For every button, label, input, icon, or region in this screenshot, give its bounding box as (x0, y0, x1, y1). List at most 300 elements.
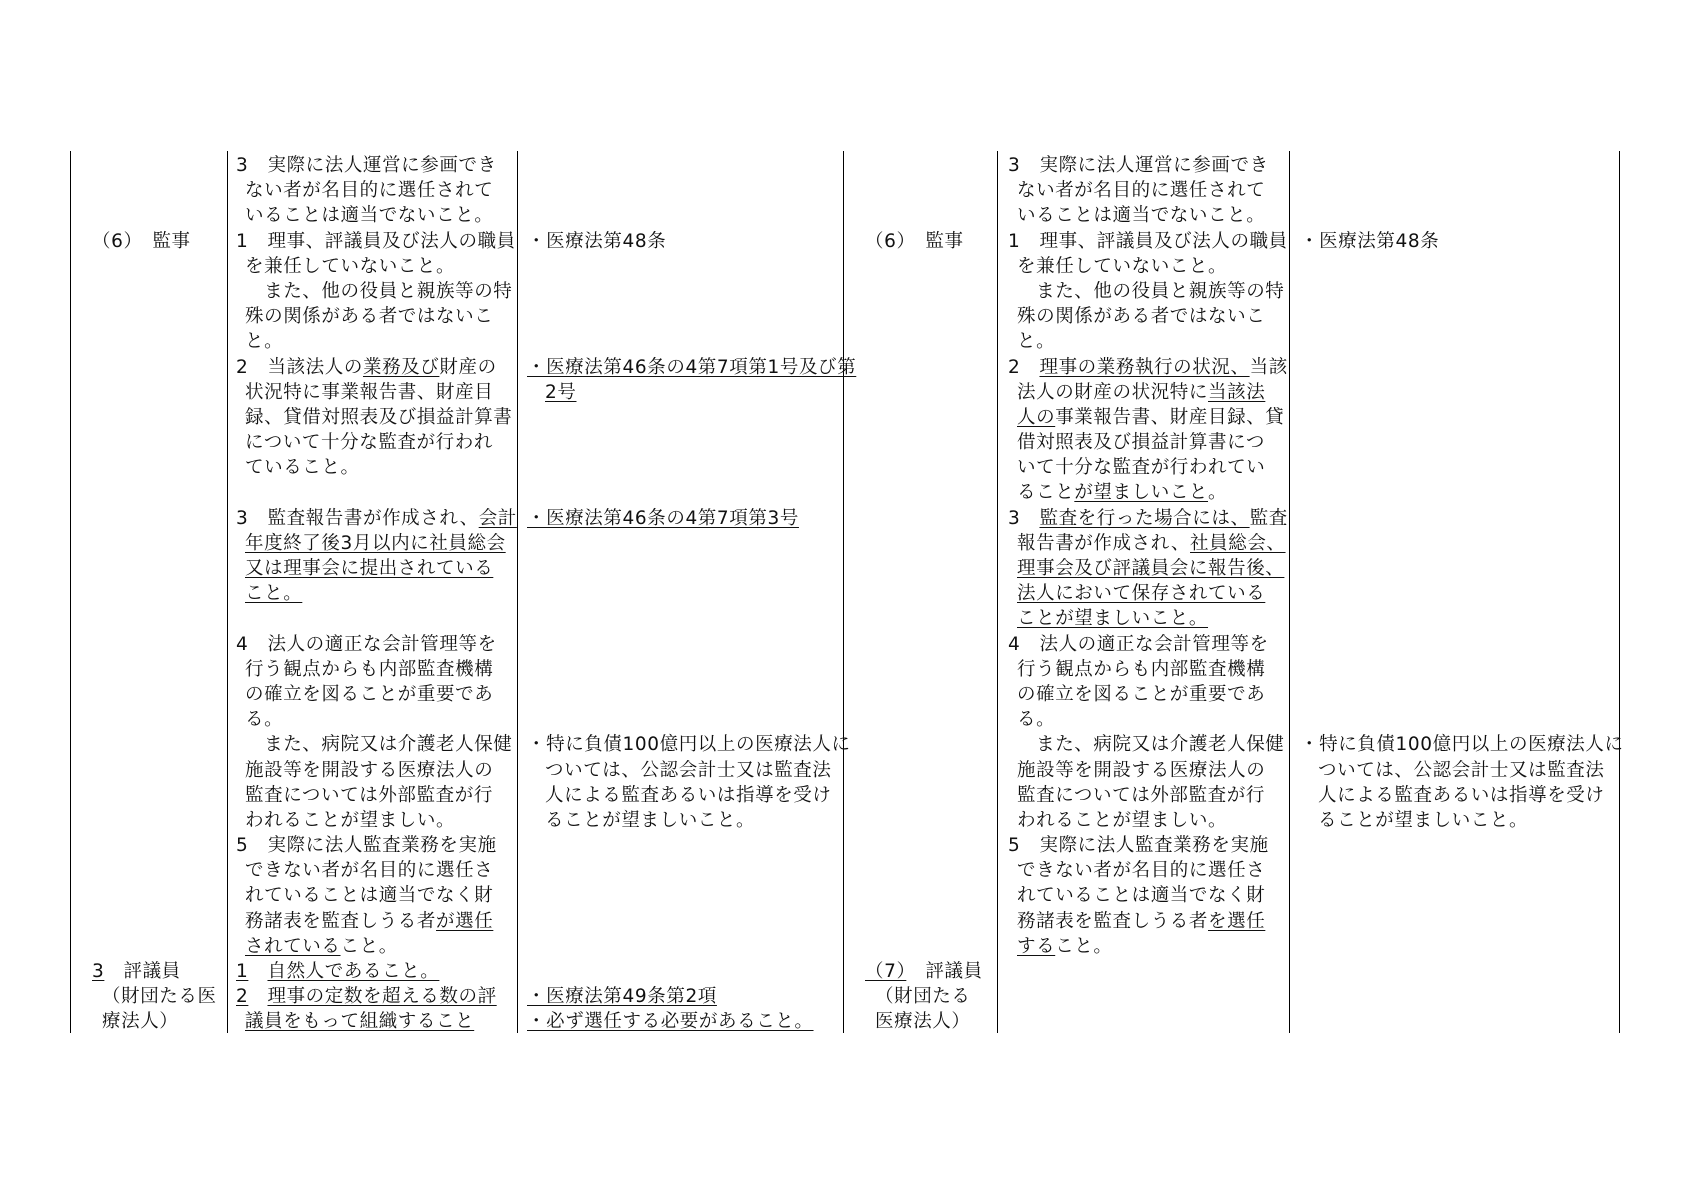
text-line (527, 808, 856, 833)
text-line (92, 581, 217, 606)
text-segment: （財団たる (875, 986, 971, 1008)
text-segment: 3 (1008, 507, 1040, 529)
text-segment: れていることは適当でなく財 (245, 885, 494, 907)
text-line (527, 531, 856, 556)
text-segment: 監査 (1249, 507, 1288, 529)
text-line (236, 304, 517, 329)
text-segment: 施設等を開設する医療法人の (245, 759, 494, 781)
text-segment: 5 実際に法人監査業務を実施 (236, 835, 497, 857)
text-segment: ること (1017, 482, 1075, 504)
text-segment: できない者が名目的に選任さ (1017, 860, 1266, 882)
text-line (92, 203, 217, 228)
text-line (236, 682, 517, 707)
text-segment: の確立を図ることが重要であ (1017, 683, 1266, 705)
text-line (1300, 254, 1624, 279)
text-line (1300, 556, 1624, 581)
text-line (527, 732, 856, 757)
text-line (527, 959, 856, 984)
text-segment: （財団たる医 (102, 986, 217, 1008)
text-line (527, 707, 856, 732)
text-line (527, 279, 856, 304)
text-line (527, 581, 856, 606)
text-line (92, 531, 217, 556)
underlined-text: 業務及び (362, 356, 440, 378)
text-line (236, 833, 517, 858)
text-line (1300, 304, 1624, 329)
underlined-text: 又は理事会に提出されている (245, 558, 494, 579)
text-segment: 4 法人の適正な会計管理等を (236, 633, 497, 655)
underlined-text: 法人において保存されている (1017, 583, 1266, 605)
underlined-text: ことが望ましいこと。 (1017, 608, 1209, 630)
text-segment: ・特に負債100億円以上の医療法人に (527, 734, 851, 756)
text-line (1008, 808, 1288, 833)
text-line (1300, 682, 1624, 707)
text-segment: 殊の関係がある者ではないこ (1017, 306, 1266, 328)
text-segment: 4 法人の適正な会計管理等を (1008, 633, 1269, 655)
text-line (1300, 355, 1624, 380)
text-line (1008, 934, 1288, 959)
text-line (1300, 480, 1624, 505)
text-segment: 施設等を開設する医療法人の (1017, 759, 1266, 781)
text-line (1300, 732, 1624, 757)
text-line (1300, 430, 1624, 455)
text-segment: こと。 (340, 935, 398, 957)
text-line (236, 858, 517, 883)
text-line (1300, 153, 1624, 178)
text-line (92, 883, 217, 908)
text-segment: 療法人） (102, 1011, 179, 1033)
text-line (1008, 707, 1288, 732)
text-line (865, 758, 983, 783)
text-segment (248, 986, 267, 1007)
text-segment: 2 (1008, 356, 1040, 378)
text-line (865, 254, 983, 279)
text-line (865, 707, 983, 732)
text-line (1008, 732, 1288, 757)
text-line (92, 153, 217, 178)
text-line (527, 153, 856, 178)
text-line (865, 329, 983, 354)
text-line (236, 909, 517, 934)
text-line (236, 707, 517, 732)
text-line (1008, 254, 1288, 279)
text-segment: 。 (1208, 482, 1228, 504)
underlined-text: 当該法 (1208, 381, 1266, 403)
underlined-text: されている (245, 935, 341, 957)
text-line (92, 480, 217, 505)
text-segment: われることが望ましい。 (1017, 809, 1228, 831)
text-segment: 借対照表及び損益計算書につ (1017, 432, 1265, 454)
underlined-text: こと。 (245, 583, 303, 605)
text-segment: また、他の役員と親族等の特 (1017, 280, 1285, 302)
column-rule (997, 151, 998, 1033)
text-line (1008, 229, 1288, 254)
text-line (92, 758, 217, 783)
text-segment: ついては、公認会計士又は監査法 (1318, 759, 1605, 781)
text-line (1008, 657, 1288, 682)
text-line (1008, 506, 1288, 531)
left-criteria-column (236, 153, 517, 1035)
text-line (92, 329, 217, 354)
text-line (1300, 178, 1624, 203)
text-line (236, 934, 517, 959)
right-item-column (865, 153, 983, 1035)
text-line (527, 203, 856, 228)
text-line (92, 858, 217, 883)
text-line (527, 657, 856, 682)
text-segment: 財産の (439, 356, 497, 378)
text-line (236, 229, 517, 254)
text-line (236, 355, 517, 380)
left-item-column (92, 153, 217, 1035)
text-line (1300, 606, 1624, 631)
text-line (236, 506, 517, 531)
column-rule (70, 151, 71, 1033)
text-line (1008, 153, 1288, 178)
text-line (236, 606, 517, 631)
text-line (92, 682, 217, 707)
text-line (92, 229, 217, 254)
text-segment: ない者が名目的に選任されて (245, 180, 494, 202)
text-line (527, 1009, 856, 1034)
column-rule (517, 151, 518, 1033)
text-line (236, 254, 517, 279)
text-line (236, 783, 517, 808)
text-line (865, 934, 983, 959)
text-line (527, 254, 856, 279)
text-line (92, 808, 217, 833)
text-line (1300, 531, 1624, 556)
text-line (1008, 430, 1288, 455)
text-line (236, 279, 517, 304)
text-line (1008, 480, 1288, 505)
text-line (1008, 304, 1288, 329)
text-line (527, 229, 856, 254)
text-segment: いることは適当でないこと。 (1017, 205, 1266, 227)
text-line (527, 405, 856, 430)
text-line (865, 783, 983, 808)
text-line (236, 632, 517, 657)
underlined-text: 理事の業務執行の状況、 (1039, 356, 1250, 378)
text-line (1008, 178, 1288, 203)
text-line (1008, 783, 1288, 808)
text-segment: 状況特に事業報告書、財産目 (245, 381, 494, 403)
text-line (92, 833, 217, 858)
underlined-text: 2 (236, 986, 249, 1008)
text-segment: また、他の役員と親族等の特 (245, 280, 513, 302)
text-line (1300, 707, 1624, 732)
text-segment: 医療法人） (875, 1011, 971, 1033)
text-line (527, 883, 856, 908)
text-line (527, 783, 856, 808)
text-segment: を兼任していないこと。 (1017, 255, 1228, 277)
text-line (865, 909, 983, 934)
text-segment: 3 実際に法人運営に参画でき (1008, 155, 1269, 176)
text-segment: 法人の財産の状況特に (1017, 381, 1209, 403)
text-segment: の確立を図ることが重要であ (245, 683, 494, 705)
text-line (1008, 581, 1288, 606)
text-line (865, 606, 983, 631)
text-line (865, 380, 983, 405)
underlined-text: が望ましいこと (1074, 482, 1209, 504)
text-segment: 5 実際に法人監査業務を実施 (1008, 835, 1269, 857)
text-line (92, 430, 217, 455)
text-segment: 報告書が作成され、 (1017, 532, 1191, 554)
text-line (865, 279, 983, 304)
text-segment: ることが望ましいこと。 (545, 809, 756, 831)
text-line (92, 959, 217, 984)
text-line (1300, 380, 1624, 405)
text-line (1008, 858, 1288, 883)
text-line (1300, 808, 1624, 833)
underlined-text: 自然人であること。 (267, 961, 440, 982)
text-segment: ていること。 (245, 457, 360, 479)
underlined-text: 理事会及び評議員会に報告後、 (1017, 558, 1285, 579)
text-segment: ついては、公認会計士又は監査法 (545, 759, 832, 781)
text-line (1008, 455, 1288, 480)
column-rule (227, 151, 228, 1033)
text-line (865, 581, 983, 606)
underlined-text: ・医療法第49条第2項 (527, 986, 717, 1008)
text-segment: （6） 監事 (865, 230, 964, 252)
text-line (527, 833, 856, 858)
text-line (527, 178, 856, 203)
text-line (92, 178, 217, 203)
text-line (1300, 455, 1624, 480)
text-line (236, 732, 517, 757)
text-segment: を兼任していないこと。 (245, 255, 456, 277)
underlined-text: ・必ず選任する必要があること。 (527, 1011, 814, 1033)
text-line (1008, 355, 1288, 380)
text-line (92, 279, 217, 304)
text-line (1008, 279, 1288, 304)
text-line (865, 153, 983, 178)
text-segment: また、病院又は介護老人保健 (245, 734, 513, 756)
text-line (236, 1009, 517, 1034)
text-line (92, 380, 217, 405)
text-line (1300, 783, 1624, 808)
text-segment: いることは適当でないこと。 (245, 205, 494, 227)
text-line (527, 556, 856, 581)
text-line (527, 858, 856, 883)
text-line (865, 883, 983, 908)
text-segment: 2 当該法人の (236, 356, 363, 378)
text-segment: 行う観点からも内部監査機構 (1017, 658, 1266, 680)
text-line (1300, 632, 1624, 657)
text-line (236, 984, 517, 1009)
text-line (527, 380, 856, 405)
text-line (236, 430, 517, 455)
text-segment: ることが望ましいこと。 (1318, 809, 1529, 831)
text-line (865, 833, 983, 858)
text-line (865, 355, 983, 380)
text-line (92, 632, 217, 657)
text-line (236, 808, 517, 833)
text-segment: 3 実際に法人運営に参画でき (236, 155, 497, 176)
text-segment: と。 (245, 331, 284, 353)
text-segment: 殊の関係がある者ではないこ (245, 306, 494, 328)
text-segment: 人による監査あるいは指導を受け (545, 784, 832, 806)
text-line (1300, 279, 1624, 304)
text-line (1300, 203, 1624, 228)
text-line (527, 984, 856, 1009)
text-line (865, 858, 983, 883)
text-line (865, 959, 983, 984)
text-line (92, 1009, 217, 1034)
text-line (865, 632, 983, 657)
text-segment: る。 (1017, 709, 1056, 731)
left-notes-column (527, 153, 856, 1035)
text-segment: 行う観点からも内部監査機構 (245, 658, 494, 680)
text-line (1300, 657, 1624, 682)
text-line (527, 480, 856, 505)
underlined-text: 監査を行った場合には、 (1039, 507, 1250, 529)
text-line (1008, 556, 1288, 581)
text-line (865, 430, 983, 455)
text-line (1300, 229, 1624, 254)
text-line (527, 455, 856, 480)
text-line (527, 355, 856, 380)
text-segment: いて十分な監査が行われてい (1017, 457, 1266, 479)
text-line (92, 556, 217, 581)
text-line (92, 304, 217, 329)
text-line (865, 178, 983, 203)
underlined-text: 社員総会、 (1190, 532, 1286, 554)
text-line (1008, 632, 1288, 657)
text-line (236, 153, 517, 178)
text-line (92, 783, 217, 808)
text-line (236, 556, 517, 581)
text-segment: と。 (1017, 331, 1056, 353)
column-rule (1289, 151, 1290, 1033)
text-segment: 評議員 (104, 961, 181, 982)
text-line (1008, 203, 1288, 228)
underlined-text: する (1017, 935, 1056, 957)
text-line (92, 254, 217, 279)
text-segment: われることが望ましい。 (245, 809, 456, 831)
text-line (1300, 581, 1624, 606)
text-line (865, 1009, 983, 1034)
text-segment: 務諸表を監査しうる者 (1017, 910, 1209, 932)
text-line (865, 506, 983, 531)
text-line (236, 455, 517, 480)
underlined-text: 1 (236, 961, 249, 982)
text-line (236, 531, 517, 556)
text-line (865, 531, 983, 556)
text-line (527, 506, 856, 531)
text-line (1008, 405, 1288, 430)
text-line (236, 758, 517, 783)
text-segment: こと。 (1055, 935, 1113, 957)
underlined-text: 会計 (478, 507, 517, 529)
text-line (1300, 405, 1624, 430)
text-line (527, 304, 856, 329)
text-segment: 監査については外部監査が行 (1017, 784, 1265, 806)
text-line (236, 883, 517, 908)
text-line (865, 556, 983, 581)
text-line (1300, 329, 1624, 354)
text-segment: 録、貸借対照表及び損益計算書 (245, 406, 513, 428)
text-segment: ・医療法第48条 (1300, 230, 1440, 252)
right-criteria-column (1008, 153, 1288, 959)
text-line (865, 405, 983, 430)
text-segment: 事業報告書、財産目録、貸 (1055, 406, 1285, 428)
text-line (236, 480, 517, 505)
text-line (236, 959, 517, 984)
text-line (92, 657, 217, 682)
text-line (236, 178, 517, 203)
text-line (236, 203, 517, 228)
text-segment: また、病院又は介護老人保健 (1017, 734, 1285, 756)
text-line (92, 405, 217, 430)
text-line (865, 480, 983, 505)
text-line (865, 455, 983, 480)
text-line (865, 229, 983, 254)
text-line (865, 732, 983, 757)
underlined-text: 2号 (545, 381, 577, 403)
underlined-text: 理事の定数を超える数の評 (267, 986, 497, 1008)
text-line (92, 506, 217, 531)
text-line (236, 329, 517, 354)
text-segment: 当該 (1249, 356, 1288, 378)
underlined-text: （7） (865, 961, 907, 982)
underlined-text: 議員をもって組織すること (245, 1011, 475, 1033)
text-line (236, 405, 517, 430)
text-line (236, 657, 517, 682)
text-line (527, 682, 856, 707)
text-line (865, 984, 983, 1009)
text-line (236, 380, 517, 405)
text-line (527, 329, 856, 354)
underlined-text: 3 (92, 961, 105, 982)
text-segment: 監査については外部監査が行 (245, 784, 493, 806)
text-line (92, 732, 217, 757)
text-line (1008, 909, 1288, 934)
text-line (1008, 682, 1288, 707)
text-line (92, 707, 217, 732)
text-segment: る。 (245, 709, 284, 731)
text-line (1300, 758, 1624, 783)
text-line (92, 455, 217, 480)
text-line (1008, 758, 1288, 783)
text-segment: 評議員 (906, 961, 983, 982)
text-segment: 3 監査報告書が作成され、 (236, 507, 479, 529)
text-line (92, 355, 217, 380)
text-segment: 1 理事、評議員及び法人の職員 (1008, 230, 1288, 252)
text-segment: （6） 監事 (92, 230, 191, 252)
text-line (92, 909, 217, 934)
text-line (92, 606, 217, 631)
text-line (1008, 883, 1288, 908)
text-segment: ・医療法第48条 (527, 230, 667, 252)
text-segment: について十分な監査が行われ (245, 432, 493, 454)
text-segment: 務諸表を監査しうる者 (245, 910, 437, 932)
text-line (1008, 380, 1288, 405)
text-line (527, 430, 856, 455)
text-line (92, 934, 217, 959)
text-line (865, 304, 983, 329)
text-segment: ・特に負債100億円以上の医療法人に (1300, 734, 1624, 756)
text-line (1008, 329, 1288, 354)
text-line (1008, 531, 1288, 556)
text-line (527, 632, 856, 657)
underlined-text: を選任 (1208, 910, 1266, 932)
text-line (865, 808, 983, 833)
text-line (527, 758, 856, 783)
underlined-text: ・医療法第46条の4第7項第3号 (527, 507, 799, 529)
text-segment: ない者が名目的に選任されて (1017, 180, 1266, 202)
text-line (92, 984, 217, 1009)
